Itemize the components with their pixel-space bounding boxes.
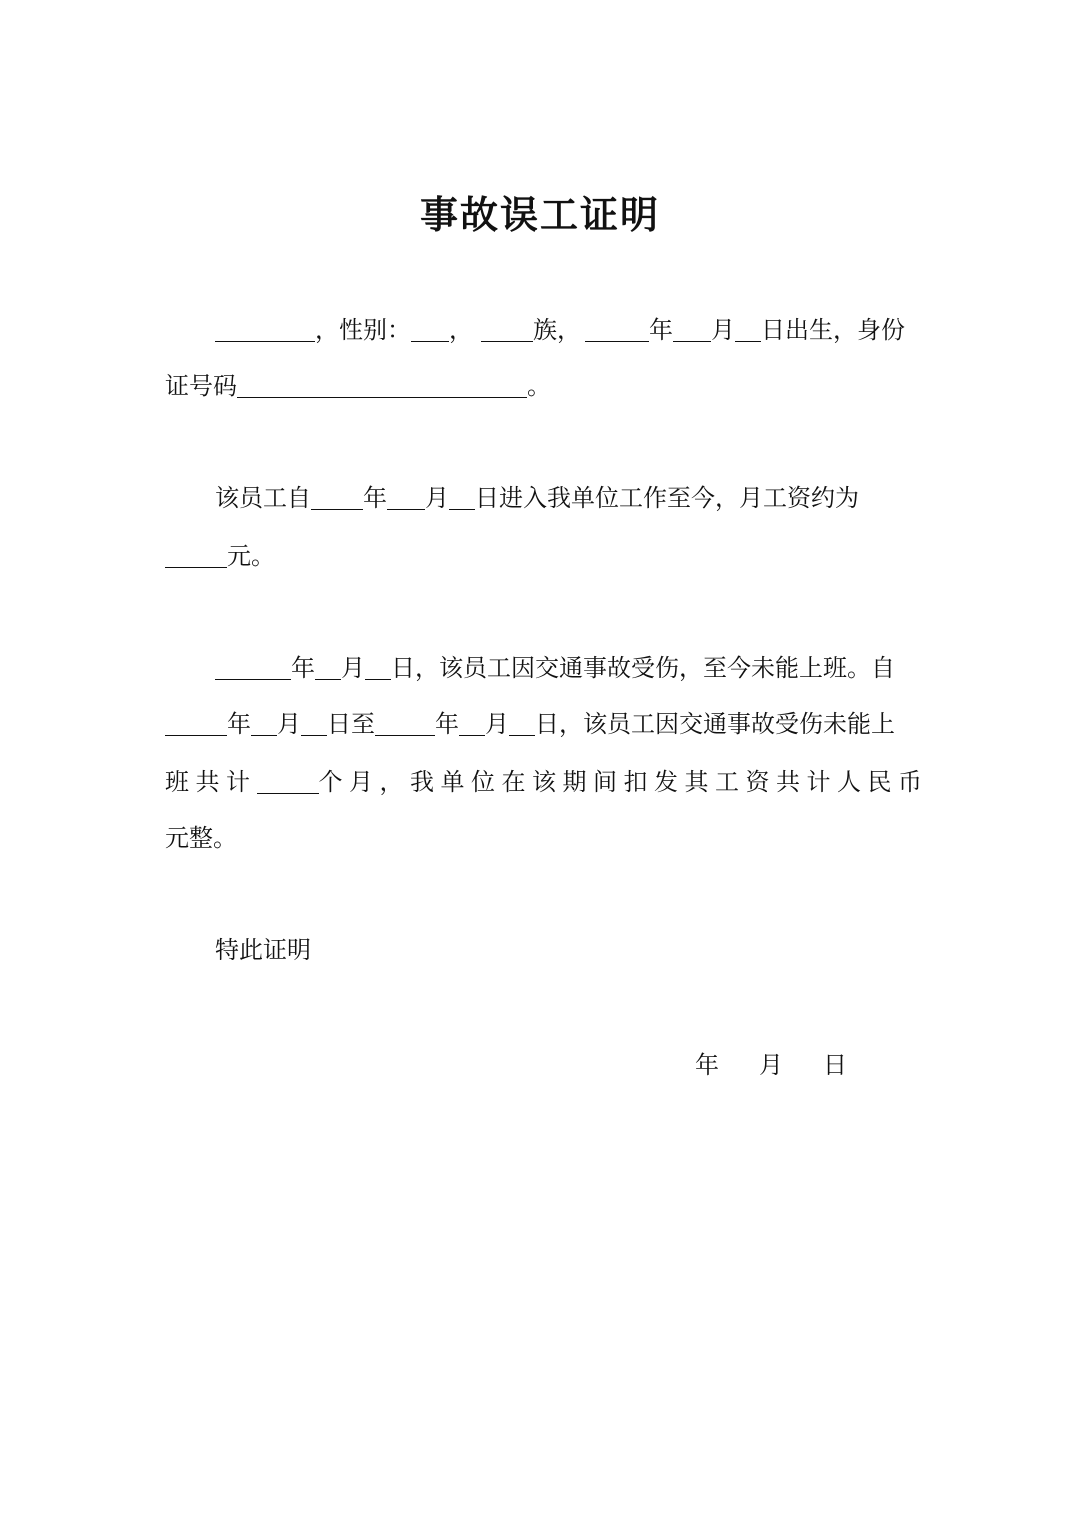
para3-l2-t1: 年 xyxy=(227,710,251,738)
date-month: 月 xyxy=(759,1051,783,1079)
para1-l1-t1: ，性别： xyxy=(315,316,411,344)
id-number-blank xyxy=(237,371,527,398)
para3-l1-t2: 月 xyxy=(341,654,365,682)
date-line xyxy=(695,1045,847,1085)
para3-line4 xyxy=(165,818,925,858)
to-year-blank xyxy=(375,709,435,736)
para3-l2-t3: 日至 xyxy=(327,710,375,738)
para2-l1-t3: 月 xyxy=(425,484,449,512)
para3-l2-t6: 日，该员工因交通事故受伤未能上 xyxy=(535,710,895,738)
closing-text: 特此证明 xyxy=(215,936,311,964)
para2-l1-t2: 年 xyxy=(363,484,387,512)
date-day: 日 xyxy=(823,1051,847,1079)
para1-l1-t2: ， xyxy=(449,316,473,344)
start-day-blank xyxy=(449,483,475,510)
ethnicity-blank xyxy=(481,315,533,342)
para3-l2-t4: 年 xyxy=(435,710,459,738)
para1-l1-t3: 族， xyxy=(533,316,581,344)
para3-line2 xyxy=(165,704,925,744)
birth-year-blank xyxy=(585,315,649,342)
to-day-blank xyxy=(509,709,535,736)
date-year: 年 xyxy=(695,1051,719,1079)
birth-month-blank xyxy=(673,315,711,342)
name-blank xyxy=(215,315,315,342)
para3-l4-t1: 元整。 xyxy=(165,824,237,852)
para1-line1 xyxy=(165,310,925,350)
from-day-blank xyxy=(301,709,327,736)
para1-l1-t4: 年 xyxy=(649,316,673,344)
accident-day-blank xyxy=(365,653,391,680)
birth-day-blank xyxy=(735,315,761,342)
para1-line2 xyxy=(165,366,925,406)
para1-l2-t2: 。 xyxy=(527,372,551,400)
para1-l2-t1: 证号码 xyxy=(165,372,237,400)
para3-l3-t1: 班共计 xyxy=(165,768,257,796)
para1-l1-t6: 日出生，身份 xyxy=(761,316,905,344)
para3-l1-t1: 年 xyxy=(291,654,315,682)
start-month-blank xyxy=(387,483,425,510)
para3-l3-t2: 个月，我单位在该期间扣发其工资共计人民币 xyxy=(318,768,929,796)
para2-line1 xyxy=(165,478,925,518)
para3-l2-t2: 月 xyxy=(277,710,301,738)
accident-year-blank xyxy=(215,653,291,680)
para3-line1 xyxy=(165,648,925,688)
document-title: 事故误工证明 xyxy=(419,192,660,237)
para1-l1-t5: 月 xyxy=(711,316,735,344)
to-month-blank xyxy=(459,709,485,736)
from-year-blank xyxy=(165,709,227,736)
para2-l1-t4: 日进入我单位工作至今，月工资约为 xyxy=(475,484,859,512)
para3-l1-t3: 日，该员工因交通事故受伤，至今未能上班。自 xyxy=(391,654,895,682)
para2-l2-t1: 元。 xyxy=(227,542,275,570)
para3-line3 xyxy=(165,762,929,802)
para2-line2 xyxy=(165,536,925,576)
gender-blank xyxy=(411,315,449,342)
closing-line xyxy=(165,930,925,970)
accident-month-blank xyxy=(315,653,341,680)
salary-blank xyxy=(165,541,227,568)
para2-l1-t1: 该员工自 xyxy=(215,484,311,512)
start-year-blank xyxy=(311,483,363,510)
months-blank xyxy=(257,767,319,794)
para3-l2-t5: 月 xyxy=(485,710,509,738)
from-month-blank xyxy=(251,709,277,736)
